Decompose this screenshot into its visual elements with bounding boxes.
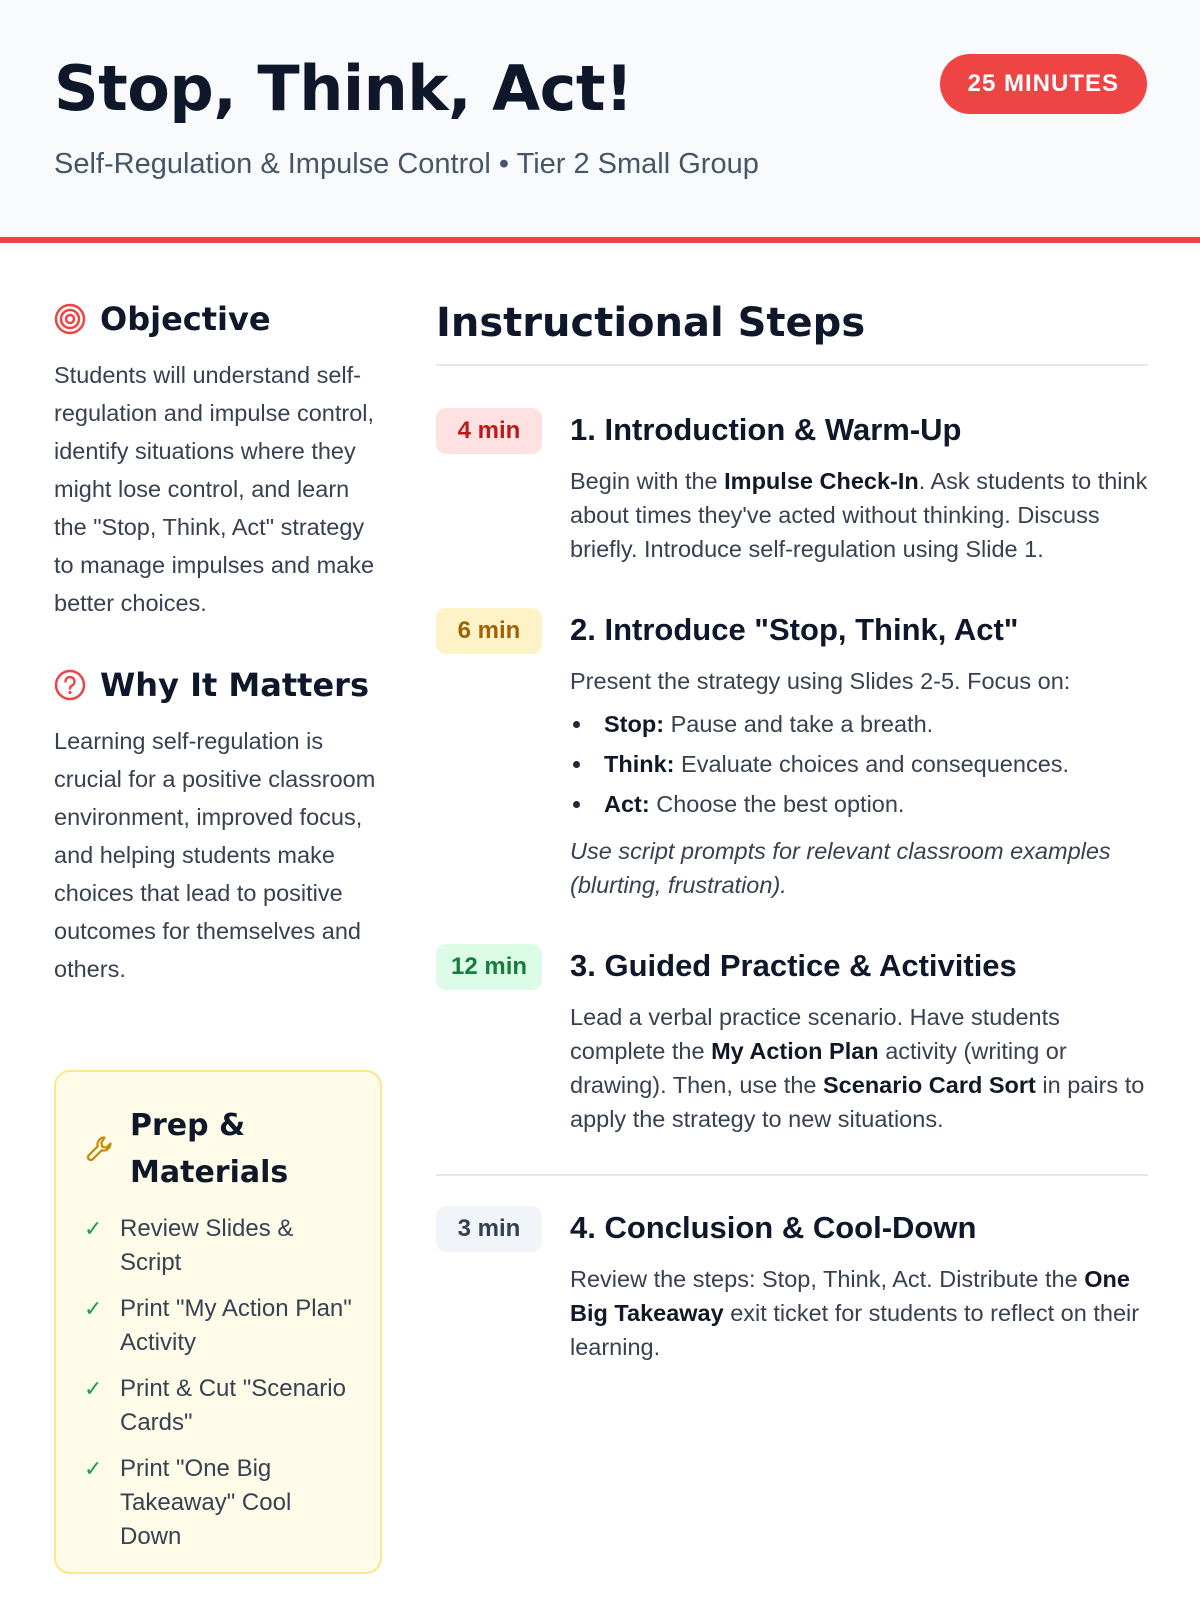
duration-badge: 25 MINUTES	[940, 54, 1147, 114]
time-pill: 4 min	[436, 408, 542, 454]
objective-heading-row	[54, 300, 384, 338]
step-3	[436, 942, 1148, 1136]
left-column	[54, 300, 384, 988]
step-text: Lead a verbal practice scenario. Have students complete the My Action Plan activity (writing or drawing). Then, use the Scenario Card Sort in pairs to apply the strategy to new situations.	[570, 1004, 1145, 1132]
why-text: Learning self-regulation is crucial for a positive classroom environment, improved focus, and helping students make choices that lead to positive outcomes for themselves and others.	[54, 728, 376, 982]
prep-item: ✓ Print "One Big Takeaway" Cool Down	[84, 1452, 354, 1554]
step-title: 1. Introduction & Warm-Up	[570, 412, 962, 447]
step-title: 4. Conclusion & Cool-Down	[570, 1210, 977, 1245]
check-icon: ✓	[84, 1296, 103, 1321]
check-icon: ✓	[84, 1216, 103, 1241]
time-pill: 12 min	[436, 944, 542, 990]
check-icon: ✓	[84, 1456, 103, 1481]
step-title: 2. Introduce "Stop, Think, Act"	[570, 612, 1019, 647]
objective-text: Students will understand self-regulation and impulse control, identify situations where they might lose control, and learn the "Stop, Think, Act" strategy to manage impulses and make better choices.	[54, 362, 375, 616]
strategy-list	[570, 704, 1148, 824]
step-text: Review the steps: Stop, Think, Act. Distribute the One Big Takeaway exit ticket for students to reflect on their learning.	[570, 1266, 1140, 1360]
objective-heading: Objective	[100, 300, 271, 338]
prep-item: ✓ Print "My Action Plan" Activity	[84, 1292, 354, 1360]
check-icon: ✓	[84, 1376, 103, 1401]
instructional-steps	[436, 300, 1148, 1364]
steps-heading: Instructional Steps	[436, 300, 1148, 366]
prep-item: ✓ Review Slides & Script	[84, 1212, 354, 1280]
step-2	[436, 606, 1148, 902]
prep-heading: Prep & Materials	[130, 1108, 289, 1190]
page-title: Stop, Think, Act!	[54, 52, 633, 125]
list-item: Stop: Pause and take a breath.	[570, 704, 1148, 744]
prep-materials-card	[54, 1070, 382, 1574]
list-item: Think: Evaluate choices and consequences.	[570, 744, 1148, 784]
step-text: Begin with the Impulse Check-In. Ask students to think about times they've acted without thinking. Discuss briefly. Introduce self-regulation using Slide 1.	[570, 468, 1148, 562]
step-title: 3. Guided Practice & Activities	[570, 948, 1017, 983]
prep-list	[84, 1212, 354, 1554]
target-icon	[54, 303, 86, 335]
list-item: Act: Choose the best option.	[570, 784, 1148, 824]
divider	[436, 1174, 1148, 1176]
prep-heading-row	[84, 1102, 354, 1196]
step-note: Use script prompts for relevant classroom examples (blurting, frustration).	[570, 838, 1111, 898]
time-pill: 3 min	[436, 1206, 542, 1252]
why-heading: Why It Matters	[100, 666, 369, 704]
prep-item: ✓ Print & Cut "Scenario Cards"	[84, 1372, 354, 1440]
time-pill: 6 min	[436, 608, 542, 654]
step-1	[436, 406, 1148, 566]
step-4	[436, 1204, 1148, 1364]
wrench-icon	[84, 1133, 116, 1165]
question-circle-icon	[54, 669, 86, 701]
page-subtitle: Self-Regulation & Impulse Control • Tier 2 Small Group	[54, 148, 759, 180]
step-text: Present the strategy using Slides 2-5. Focus on:	[570, 668, 1071, 694]
why-heading-row	[54, 666, 384, 704]
header	[0, 0, 1200, 243]
